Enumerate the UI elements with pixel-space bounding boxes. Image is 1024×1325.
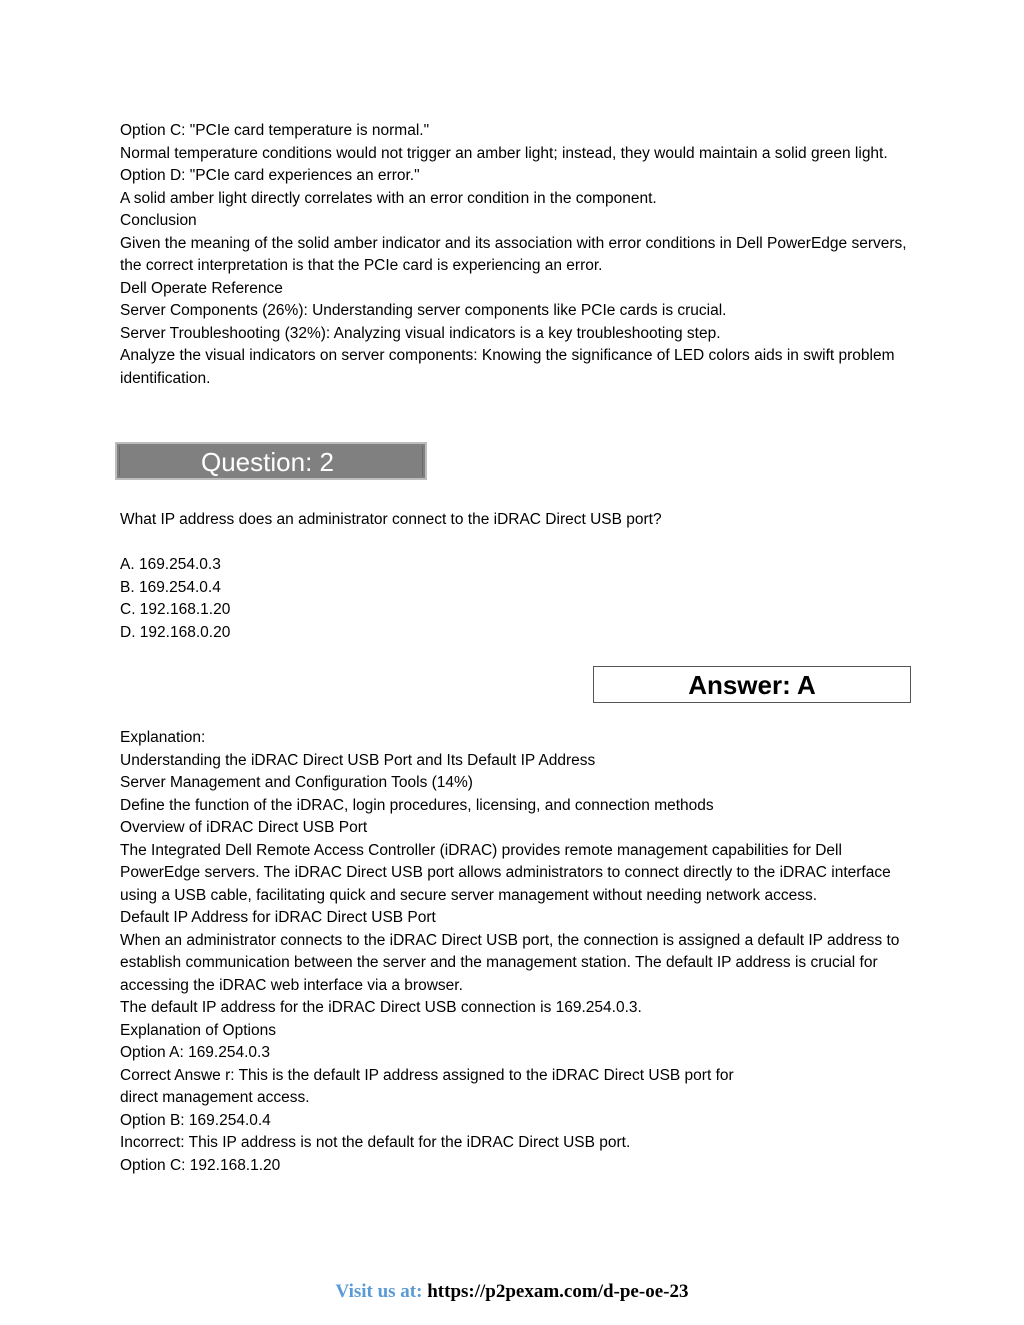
paragraph: Explanation: [120, 729, 206, 746]
paragraph: Conclusion [120, 212, 197, 229]
paragraph: A solid amber light directly correlates with an error condition in the component. [120, 189, 657, 207]
footer-visit-label: Visit us at: [335, 1281, 423, 1302]
paragraph: Analyze the visual indicators on server components: Knowing the significance of LED colors aids in swift problem identification. [120, 347, 895, 387]
question-number: Question: 2 [201, 447, 334, 477]
paragraph: When an administrator connects to the iDRAC Direct USB port, the connection is assigned a default IP address to establish communication between the server and the management station. The default IP address is crucial for accessing the iDRAC web interface via a browser. [120, 931, 900, 994]
paragraph: Dell Operate Reference [120, 279, 283, 297]
paragraph: Explanation of Options [120, 1021, 276, 1039]
paragraph: Option A: 169.254.0.3 [120, 1044, 270, 1061]
paragraph: Understanding the iDRAC Direct USB Port and Its Default IP Address [120, 751, 596, 769]
footer-url-link[interactable]: https://p2pexam.com/d-pe-oe-23 [427, 1281, 689, 1302]
paragraph: Option B: 169.254.0.4 [120, 1111, 271, 1129]
previous-explanation-block [120, 120, 910, 390]
paragraph: Option C: "PCIe card temperature is normal." [120, 122, 430, 139]
paragraph: Normal temperature conditions would not trigger an amber light; instead, they would maintain a solid green light. [120, 144, 888, 162]
paragraph: The default IP address for the iDRAC Direct USB connection is 169.254.0.3. [120, 999, 642, 1016]
paragraph: Default IP Address for iDRAC Direct USB Port [120, 909, 436, 926]
page-footer [0, 1280, 1024, 1304]
paragraph: Server Components (26%): Understanding server components like PCIe cards is crucial. [120, 302, 727, 319]
paragraph: Overview of iDRAC Direct USB Port [120, 819, 368, 836]
paragraph: Given the meaning of the solid amber indicator and its association with error conditions in Dell PowerEdge servers, the correct interpretation is that the PCIe card is experiencing an error. [120, 234, 907, 274]
paragraph: Define the function of the iDRAC, login procedures, licensing, and connection methods [120, 796, 714, 814]
explanation-block [120, 727, 910, 1177]
question-banner [115, 442, 427, 480]
paragraph: direct management access. [120, 1089, 310, 1106]
option-item: D. 192.168.0.20 [120, 623, 231, 641]
paragraph: Server Management and Configuration Tools (14%) [120, 774, 473, 791]
paragraph: Option D: "PCIe card experiences an error." [120, 167, 420, 184]
answer-box [593, 666, 911, 703]
answer-options-list [120, 554, 910, 644]
answer-text: Answer: A [688, 670, 816, 700]
paragraph: Option C: 192.168.1.20 [120, 1156, 281, 1174]
paragraph: The Integrated Dell Remote Access Controller (iDRAC) provides remote management capabilities for Dell PowerEdge servers. The iDRAC Direct USB port allows administrators to connect directly to the iDRAC interface using a USB cable, facilitating quick and secure server management without needing network access. [120, 841, 891, 904]
option-item: A. 169.254.0.3 [120, 556, 221, 573]
question-text: What IP address does an administrator connect to the iDRAC Direct USB port? [120, 511, 662, 528]
option-item: C. 192.168.1.20 [120, 601, 231, 618]
paragraph: Incorrect: This IP address is not the default for the iDRAC Direct USB port. [120, 1134, 631, 1151]
question-text-block [120, 509, 910, 532]
paragraph: Correct Answe r: This is the default IP address assigned to the iDRAC Direct USB port for [120, 1066, 734, 1084]
option-item: B. 169.254.0.4 [120, 578, 221, 596]
paragraph: Server Troubleshooting (32%): Analyzing visual indicators is a key troubleshooting step. [120, 324, 721, 342]
